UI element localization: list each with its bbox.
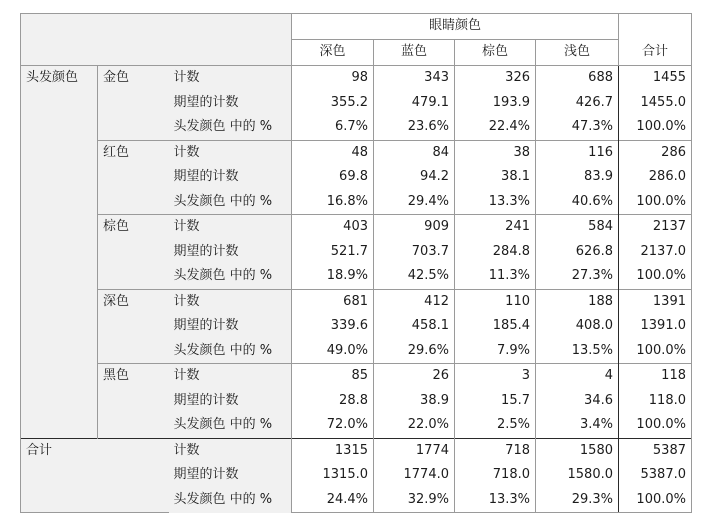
cell-value: 688 [536, 66, 619, 91]
cell-value: 13.3% [455, 488, 536, 513]
stat-label: 计数 [169, 364, 292, 389]
stat-label: 头发颜色 中的 % [169, 339, 292, 364]
stat-label: 头发颜色 中的 % [169, 115, 292, 140]
cell-value: 2.5% [455, 413, 536, 438]
column-header: 深色 [292, 39, 374, 66]
cell-value: 7.9% [455, 339, 536, 364]
cell-value: 48 [292, 140, 374, 165]
cell-value: 412 [374, 289, 455, 314]
stat-label: 头发颜色 中的 % [169, 190, 292, 215]
cell-value: 188 [536, 289, 619, 314]
cell-value: 22.0% [374, 413, 455, 438]
cell-value: 32.9% [374, 488, 455, 513]
cell-value: 584 [536, 215, 619, 240]
cell-value: 29.3% [536, 488, 619, 513]
header-row-group [21, 14, 692, 40]
cell-value: 681 [292, 289, 374, 314]
table-body [21, 14, 692, 513]
stat-label: 头发颜色 中的 % [169, 413, 292, 438]
stat-label: 期望的计数 [169, 389, 292, 414]
total-header-top [619, 14, 692, 40]
stat-label: 计数 [169, 140, 292, 165]
stat-label: 计数 [169, 289, 292, 314]
stat-label: 计数 [169, 215, 292, 240]
row-total-value: 100.0% [619, 264, 692, 289]
cell-value: 326 [455, 66, 536, 91]
cell-value: 34.6 [536, 389, 619, 414]
column-header: 蓝色 [374, 39, 455, 66]
cell-value: 84 [374, 140, 455, 165]
data-row [21, 289, 692, 314]
row-total-value: 1455.0 [619, 91, 692, 116]
cell-value: 1774 [374, 438, 455, 463]
cell-value: 13.3% [455, 190, 536, 215]
cell-value: 24.4% [292, 488, 374, 513]
row-group-header: 头发颜色 [21, 66, 98, 439]
cell-value: 40.6% [536, 190, 619, 215]
cell-value: 284.8 [455, 240, 536, 265]
cell-value: 49.0% [292, 339, 374, 364]
cell-value: 703.7 [374, 240, 455, 265]
cell-value: 16.8% [292, 190, 374, 215]
cell-value: 85 [292, 364, 374, 389]
row-total-value: 2137.0 [619, 240, 692, 265]
cell-value: 6.7% [292, 115, 374, 140]
data-row [21, 140, 692, 165]
row-category-label: 黑色 [98, 364, 169, 439]
cell-value: 521.7 [292, 240, 374, 265]
row-total-value: 286 [619, 140, 692, 165]
cell-value: 909 [374, 215, 455, 240]
cell-value: 1315.0 [292, 463, 374, 488]
total-row-label: 合计 [21, 438, 169, 513]
cell-value: 403 [292, 215, 374, 240]
cell-value: 1580 [536, 438, 619, 463]
corner-cell [21, 14, 292, 66]
stat-label: 计数 [169, 438, 292, 463]
cell-value: 28.8 [292, 389, 374, 414]
stat-label: 期望的计数 [169, 314, 292, 339]
stat-label: 期望的计数 [169, 91, 292, 116]
cell-value: 18.9% [292, 264, 374, 289]
cell-value: 69.8 [292, 165, 374, 190]
cell-value: 626.8 [536, 240, 619, 265]
data-row [21, 66, 692, 91]
data-row [21, 364, 692, 389]
cell-value: 3 [455, 364, 536, 389]
row-total-value: 5387 [619, 438, 692, 463]
row-total-value: 100.0% [619, 488, 692, 513]
cell-value: 83.9 [536, 165, 619, 190]
row-total-value: 1455 [619, 66, 692, 91]
crosstab-table [20, 13, 692, 513]
cell-value: 13.5% [536, 339, 619, 364]
stat-label: 期望的计数 [169, 463, 292, 488]
cell-value: 241 [455, 215, 536, 240]
row-category-label: 深色 [98, 289, 169, 364]
cell-value: 426.7 [536, 91, 619, 116]
cell-value: 42.5% [374, 264, 455, 289]
cell-value: 15.7 [455, 389, 536, 414]
column-group-header: 眼睛颜色 [292, 14, 619, 40]
cell-value: 343 [374, 66, 455, 91]
data-row [21, 215, 692, 240]
cell-value: 110 [455, 289, 536, 314]
row-total-value: 100.0% [619, 413, 692, 438]
cell-value: 193.9 [455, 91, 536, 116]
cell-value: 4 [536, 364, 619, 389]
cell-value: 458.1 [374, 314, 455, 339]
cell-value: 1580.0 [536, 463, 619, 488]
row-total-value: 118.0 [619, 389, 692, 414]
row-category-label: 红色 [98, 140, 169, 215]
row-total-value: 118 [619, 364, 692, 389]
row-total-value: 286.0 [619, 165, 692, 190]
column-header: 浅色 [536, 39, 619, 66]
row-total-value: 1391 [619, 289, 692, 314]
cell-value: 3.4% [536, 413, 619, 438]
cell-value: 22.4% [455, 115, 536, 140]
column-header: 棕色 [455, 39, 536, 66]
cell-value: 38 [455, 140, 536, 165]
cell-value: 408.0 [536, 314, 619, 339]
total-row [21, 438, 692, 463]
cell-value: 94.2 [374, 165, 455, 190]
row-total-value: 100.0% [619, 339, 692, 364]
stat-label: 计数 [169, 66, 292, 91]
total-column-header: 合计 [619, 39, 692, 66]
cell-value: 27.3% [536, 264, 619, 289]
stat-label: 期望的计数 [169, 165, 292, 190]
cell-value: 116 [536, 140, 619, 165]
cell-value: 479.1 [374, 91, 455, 116]
cell-value: 26 [374, 364, 455, 389]
cell-value: 47.3% [536, 115, 619, 140]
row-total-value: 1391.0 [619, 314, 692, 339]
cell-value: 23.6% [374, 115, 455, 140]
row-category-label: 棕色 [98, 215, 169, 290]
cell-value: 38.9 [374, 389, 455, 414]
stat-label: 期望的计数 [169, 240, 292, 265]
cell-value: 339.6 [292, 314, 374, 339]
cell-value: 29.6% [374, 339, 455, 364]
row-total-value: 2137 [619, 215, 692, 240]
cell-value: 355.2 [292, 91, 374, 116]
row-category-label: 金色 [98, 66, 169, 141]
row-total-value: 100.0% [619, 190, 692, 215]
cell-value: 11.3% [455, 264, 536, 289]
cell-value: 185.4 [455, 314, 536, 339]
cell-value: 29.4% [374, 190, 455, 215]
cell-value: 38.1 [455, 165, 536, 190]
row-total-value: 100.0% [619, 115, 692, 140]
cell-value: 72.0% [292, 413, 374, 438]
stat-label: 头发颜色 中的 % [169, 488, 292, 513]
row-total-value: 5387.0 [619, 463, 692, 488]
stat-label: 头发颜色 中的 % [169, 264, 292, 289]
cell-value: 1315 [292, 438, 374, 463]
cell-value: 718.0 [455, 463, 536, 488]
cell-value: 1774.0 [374, 463, 455, 488]
cell-value: 98 [292, 66, 374, 91]
cell-value: 718 [455, 438, 536, 463]
